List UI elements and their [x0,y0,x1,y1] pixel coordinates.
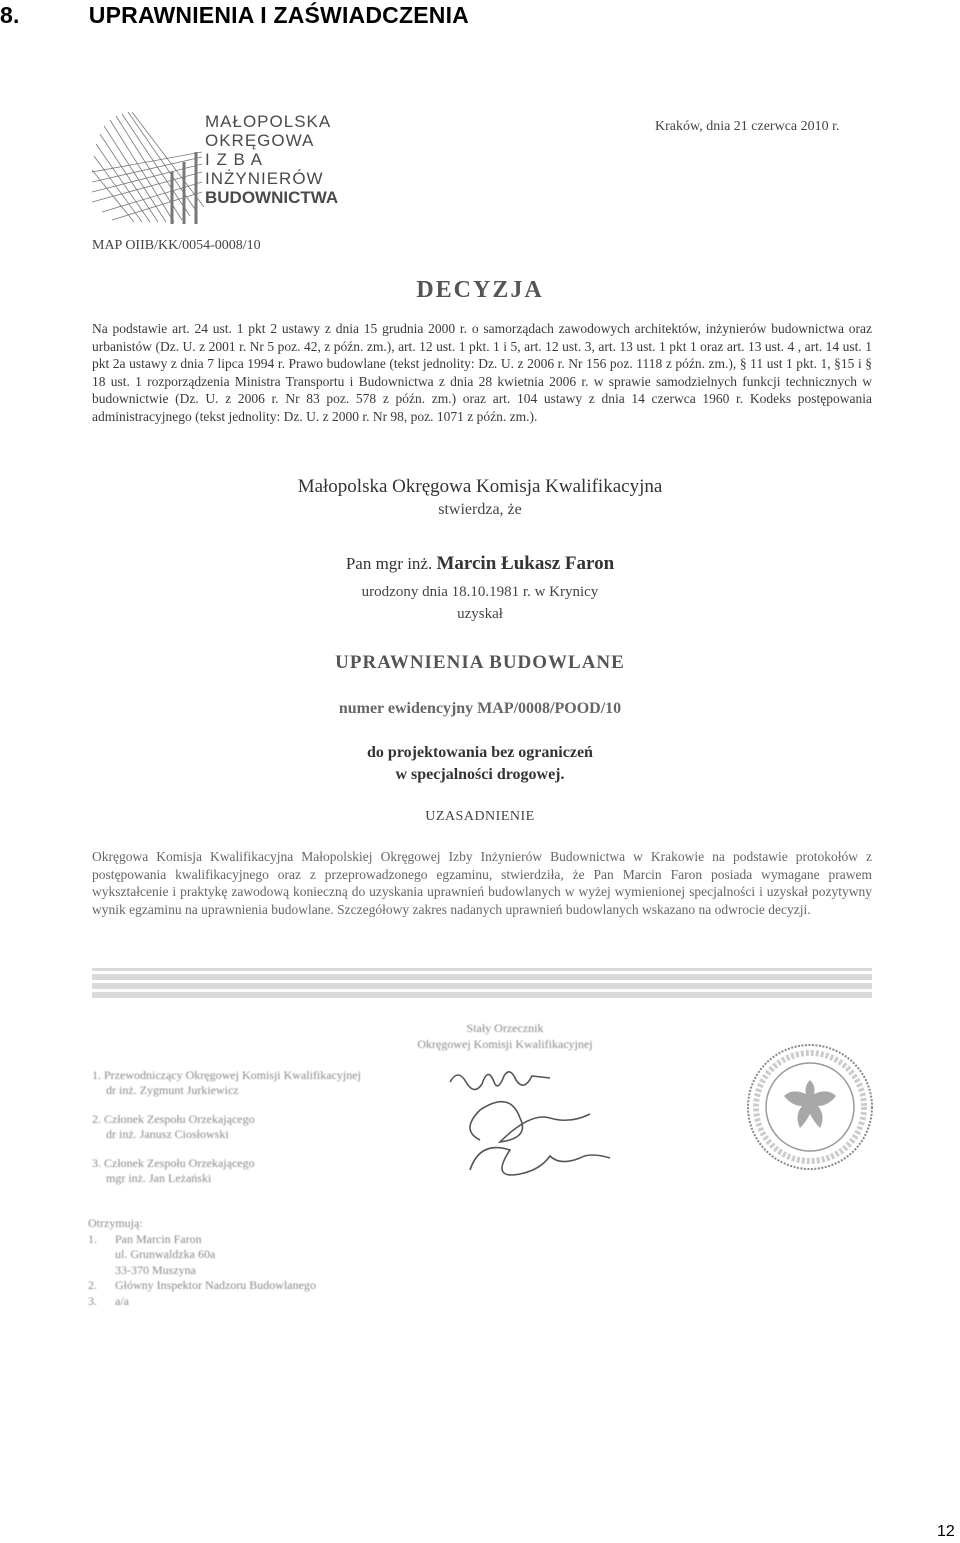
member-line: 3. Członek Zespołu Orzekającego [92,1156,255,1170]
chamber-logo-icon [92,112,204,224]
logo-line: BUDOWNICTWA [205,188,339,207]
recipient-line: 2. Główny Inspektor Nadzoru Budowlanego [88,1278,316,1292]
member-name: dr inż. Zygmunt Jurkiewicz [106,1083,239,1097]
scope-line-1: do projektowania bez ograniczeń [367,744,593,761]
recipients-block [88,1216,316,1309]
chamber-logo-text [205,112,338,207]
chairman-line: Stały Orzecznik [466,1021,544,1035]
decision-title: DECYZJA [416,277,544,303]
states-text: stwierdza, że [438,501,522,518]
recipient-line: ul. Grunwaldzka 60a [88,1247,216,1261]
person-prefix: Pan mgr inż. [345,554,433,573]
recipient-line: 33-370 Muszyna [88,1262,196,1277]
justification-text: Okręgowa Komisja Kwalifikacyjna Małopolskiej Okręgowej Izby Inżynierów Budownictwa w Krakowie na podstawie protokołów z postępowania kwalifikacyjnego oraz z przeprowadzonego egzaminu, stwierdziła, że Pan Marcin Faron posiada wymagane prawem wykształcenie i praktykę zawodową konieczną do uzyskania uprawnień budowlanych w wyżej wymienionej specjalności i uzyskał pozytywny wynik egzaminu na uprawnienia budowlane. Szczegółowy zakres nadanych uprawnień budowlanych wskazano na odwrocie decyzji. [92,849,872,917]
recipient-line: 1. Pan Marcin Faron [88,1231,202,1246]
scope-line-2: w specjalności drogowej. [395,766,565,783]
recipient-line: 3. a/a [88,1293,129,1308]
member-name: mgr inż. Jan Leżański [106,1171,212,1185]
chairman-line: Okręgowej Komisji Kwalifikacyjnej [417,1037,593,1051]
section-heading [0,2,469,29]
place-date: Kraków, dnia 21 czerwca 2010 r. [655,119,840,134]
member-name: dr inż. Janusz Ciosłowski [106,1127,229,1141]
chairman-block [390,1020,620,1052]
member-line: 1. Przewodniczący Okręgowej Komisji Kwalifikacyjnej [92,1068,361,1082]
obtained-text: uzyskał [457,606,503,622]
justification-title: UZASADNIENIE [425,809,535,824]
permit-number: numer ewidencyjny MAP/0008/POOD/10 [338,700,622,717]
official-seal-icon [745,1042,875,1172]
logo-line: OKRĘGOWA [205,131,315,150]
logo-line: I Z B A [205,150,264,169]
logo-line: MAŁOPOLSKA [205,112,332,131]
permit-title: UPRAWNIENIA BUDOWLANE [335,652,625,673]
member-line: 2. Członek Zespołu Orzekającego [92,1112,255,1126]
signatures-icon [440,1060,620,1190]
commission-name: Małopolska Okręgowa Komisja Kwalifikacyjna [297,476,663,497]
page-number: 12 [937,1523,955,1540]
logo-line: INŻYNIERÓW [205,169,324,188]
section-number: 8. [0,2,20,28]
recipients-title: Otrzymują: [88,1216,143,1230]
person-name: Marcin Łukasz Faron [436,553,615,574]
members-list [92,1068,361,1186]
legal-basis: Na podstawie art. 24 ust. 1 pkt 2 ustawy z dnia 15 grudnia 2000 r. o samorządach zawodowych architektów, inżynierów budownictwa oraz urbanistów (Dz. U. z 2001 r. Nr 5 poz. 42, z późn. zm.), art. 12 ust. 1 pkt. 1 i 5, art. 12 ust. 3, art. 13 ust. 1 pkt 1 oraz art. 13 ust. 4 , art. 14 ust. 1 pkt 2a ustawy z dnia 7 lipca 1994 r. Prawo budowlane (tekst jednolity: Dz. U. z 2006 r. Nr 156 poz. 1118 z późn. zm.), § 11 ust 1 pkt. 1, §15 i § 18 ust. 1 rozporządzenia Ministra Transportu i Budownictwa z dnia 28 kwietnia 2006 r. w sprawie samodzielnych funkcji technicznych w budownictwie (Dz. U. z 2006 r. Nr 83 poz. 578 z późn. zm.) oraz art. 104 ustawy z dnia 14 czerwca 1960 r. Kodeks postępowania administracyjnego (tekst jednolity: Dz. U. z 2000 r. Nr 98, poz. 1071 z późn. zm.). [92,321,872,424]
reference-number: MAP OIIB/KK/0054-0008/10 [92,238,261,253]
faded-instruction-block [92,968,872,998]
birth-info: urodzony dnia 18.10.1981 r. w Krynicy [361,584,599,600]
person-line [0,553,960,575]
section-title: UPRAWNIENIA I ZAŚWIADCZENIA [88,2,469,28]
